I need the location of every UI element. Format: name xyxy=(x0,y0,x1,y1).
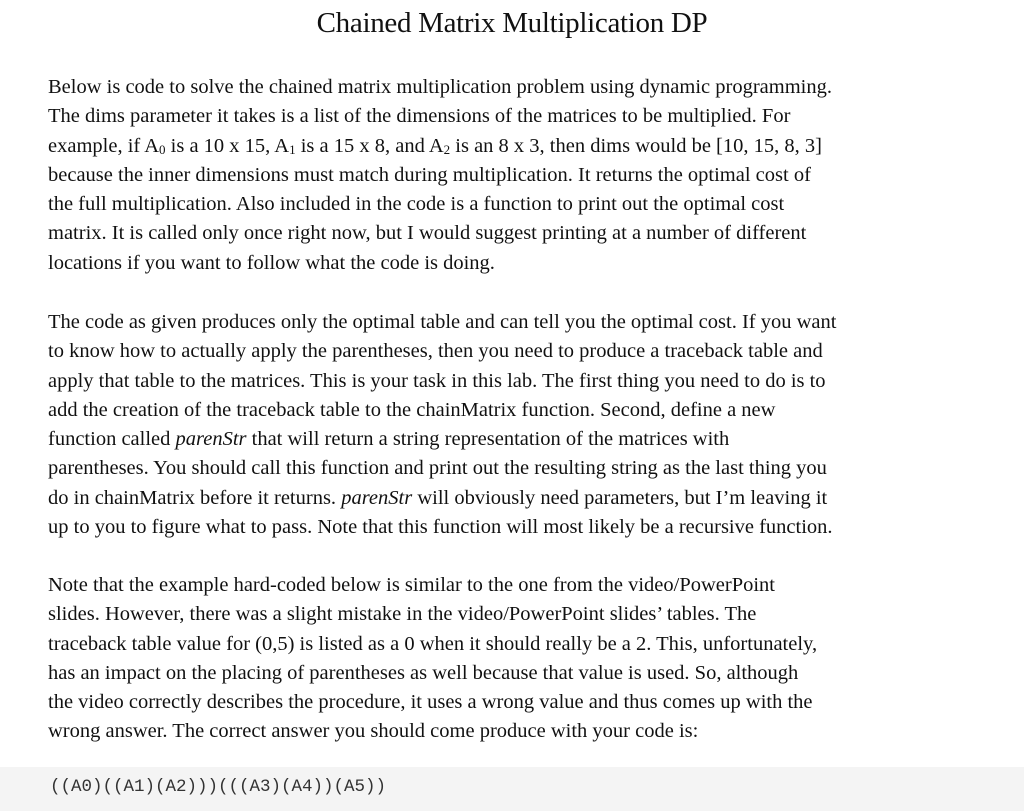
text-line: up to you to figure what to pass. Note that this function will most likely be a recursive function. xyxy=(48,516,833,539)
text-line: traceback table value for (0,5) is listed as a 0 when it should really be a 2. This, unfortunately, xyxy=(48,632,818,655)
text-line: parentheses. You should call this function and print out the resulting string as the last thing you xyxy=(48,457,827,480)
note-paragraph xyxy=(48,571,988,747)
text-line: apply that table to the matrices. This is your task in this lab. The first thing you need to do is to xyxy=(48,369,826,392)
text-line: because the inner dimensions must match during multiplication. It returns the optimal cost of xyxy=(48,163,811,186)
text-line: do in chainMatrix before it returns. parenStr will obviously need parameters, but I’m leaving it xyxy=(48,486,828,509)
function-name-emphasis: parenStr xyxy=(341,486,413,509)
text-line: Note that the example hard-coded below is similar to the one from the video/PowerPoint xyxy=(48,574,775,596)
text-line: matrix. It is called only once right now, but I would suggest printing at a number of different xyxy=(48,222,807,245)
text-line: wrong answer. The correct answer you should come produce with your code is: xyxy=(48,720,699,743)
text-line: to know how to actually apply the parentheses, then you need to produce a traceback table and xyxy=(48,340,823,363)
subscript-0: 0 xyxy=(159,141,166,157)
text-line: the full multiplication. Also included in the code is a function to print out the optimal cost xyxy=(48,193,785,216)
text-line: Below is code to solve the chained matrix multiplication problem using dynamic programming. xyxy=(48,76,832,98)
code-block xyxy=(0,767,1024,811)
document-title: Chained Matrix Multiplication DP xyxy=(316,7,708,39)
text-line: function called parenStr that will return a string representation of the matrices with xyxy=(48,428,730,451)
text-line: the video correctly describes the procedure, it uses a wrong value and thus comes up with the xyxy=(48,691,813,714)
text-line: locations if you want to follow what the code is doing. xyxy=(48,251,495,274)
text-line: add the creation of the traceback table to the chainMatrix function. Second, define a new xyxy=(48,398,776,421)
subscript-1: 1 xyxy=(289,141,296,157)
text-line: The code as given produces only the optimal table and can tell you the optimal cost. If you want xyxy=(48,311,837,333)
subscript-2: 2 xyxy=(443,141,451,157)
task-paragraph xyxy=(48,308,988,542)
function-name-emphasis: parenStr xyxy=(175,428,247,451)
text-line: The dims parameter it takes is a list of the dimensions of the matrices to be multiplied. For xyxy=(48,105,791,128)
intro-paragraph xyxy=(48,73,988,278)
text-line: example, if $A_0$ is a 10 x 15, $A_1$ is a 15 x 8, and $A_2$ is an 8 x 3, then dims would be [10, 15, 8, 3] xyxy=(48,134,822,157)
text-line: slides. However, there was a slight mistake in the video/PowerPoint slides’ tables. The xyxy=(48,603,757,626)
text-line: has an impact on the placing of parentheses as well because that value is used. So, although xyxy=(48,661,799,684)
answer-code: ((A0)((A1)(A2)))(((A3)(A4))(A5)) xyxy=(50,777,387,797)
